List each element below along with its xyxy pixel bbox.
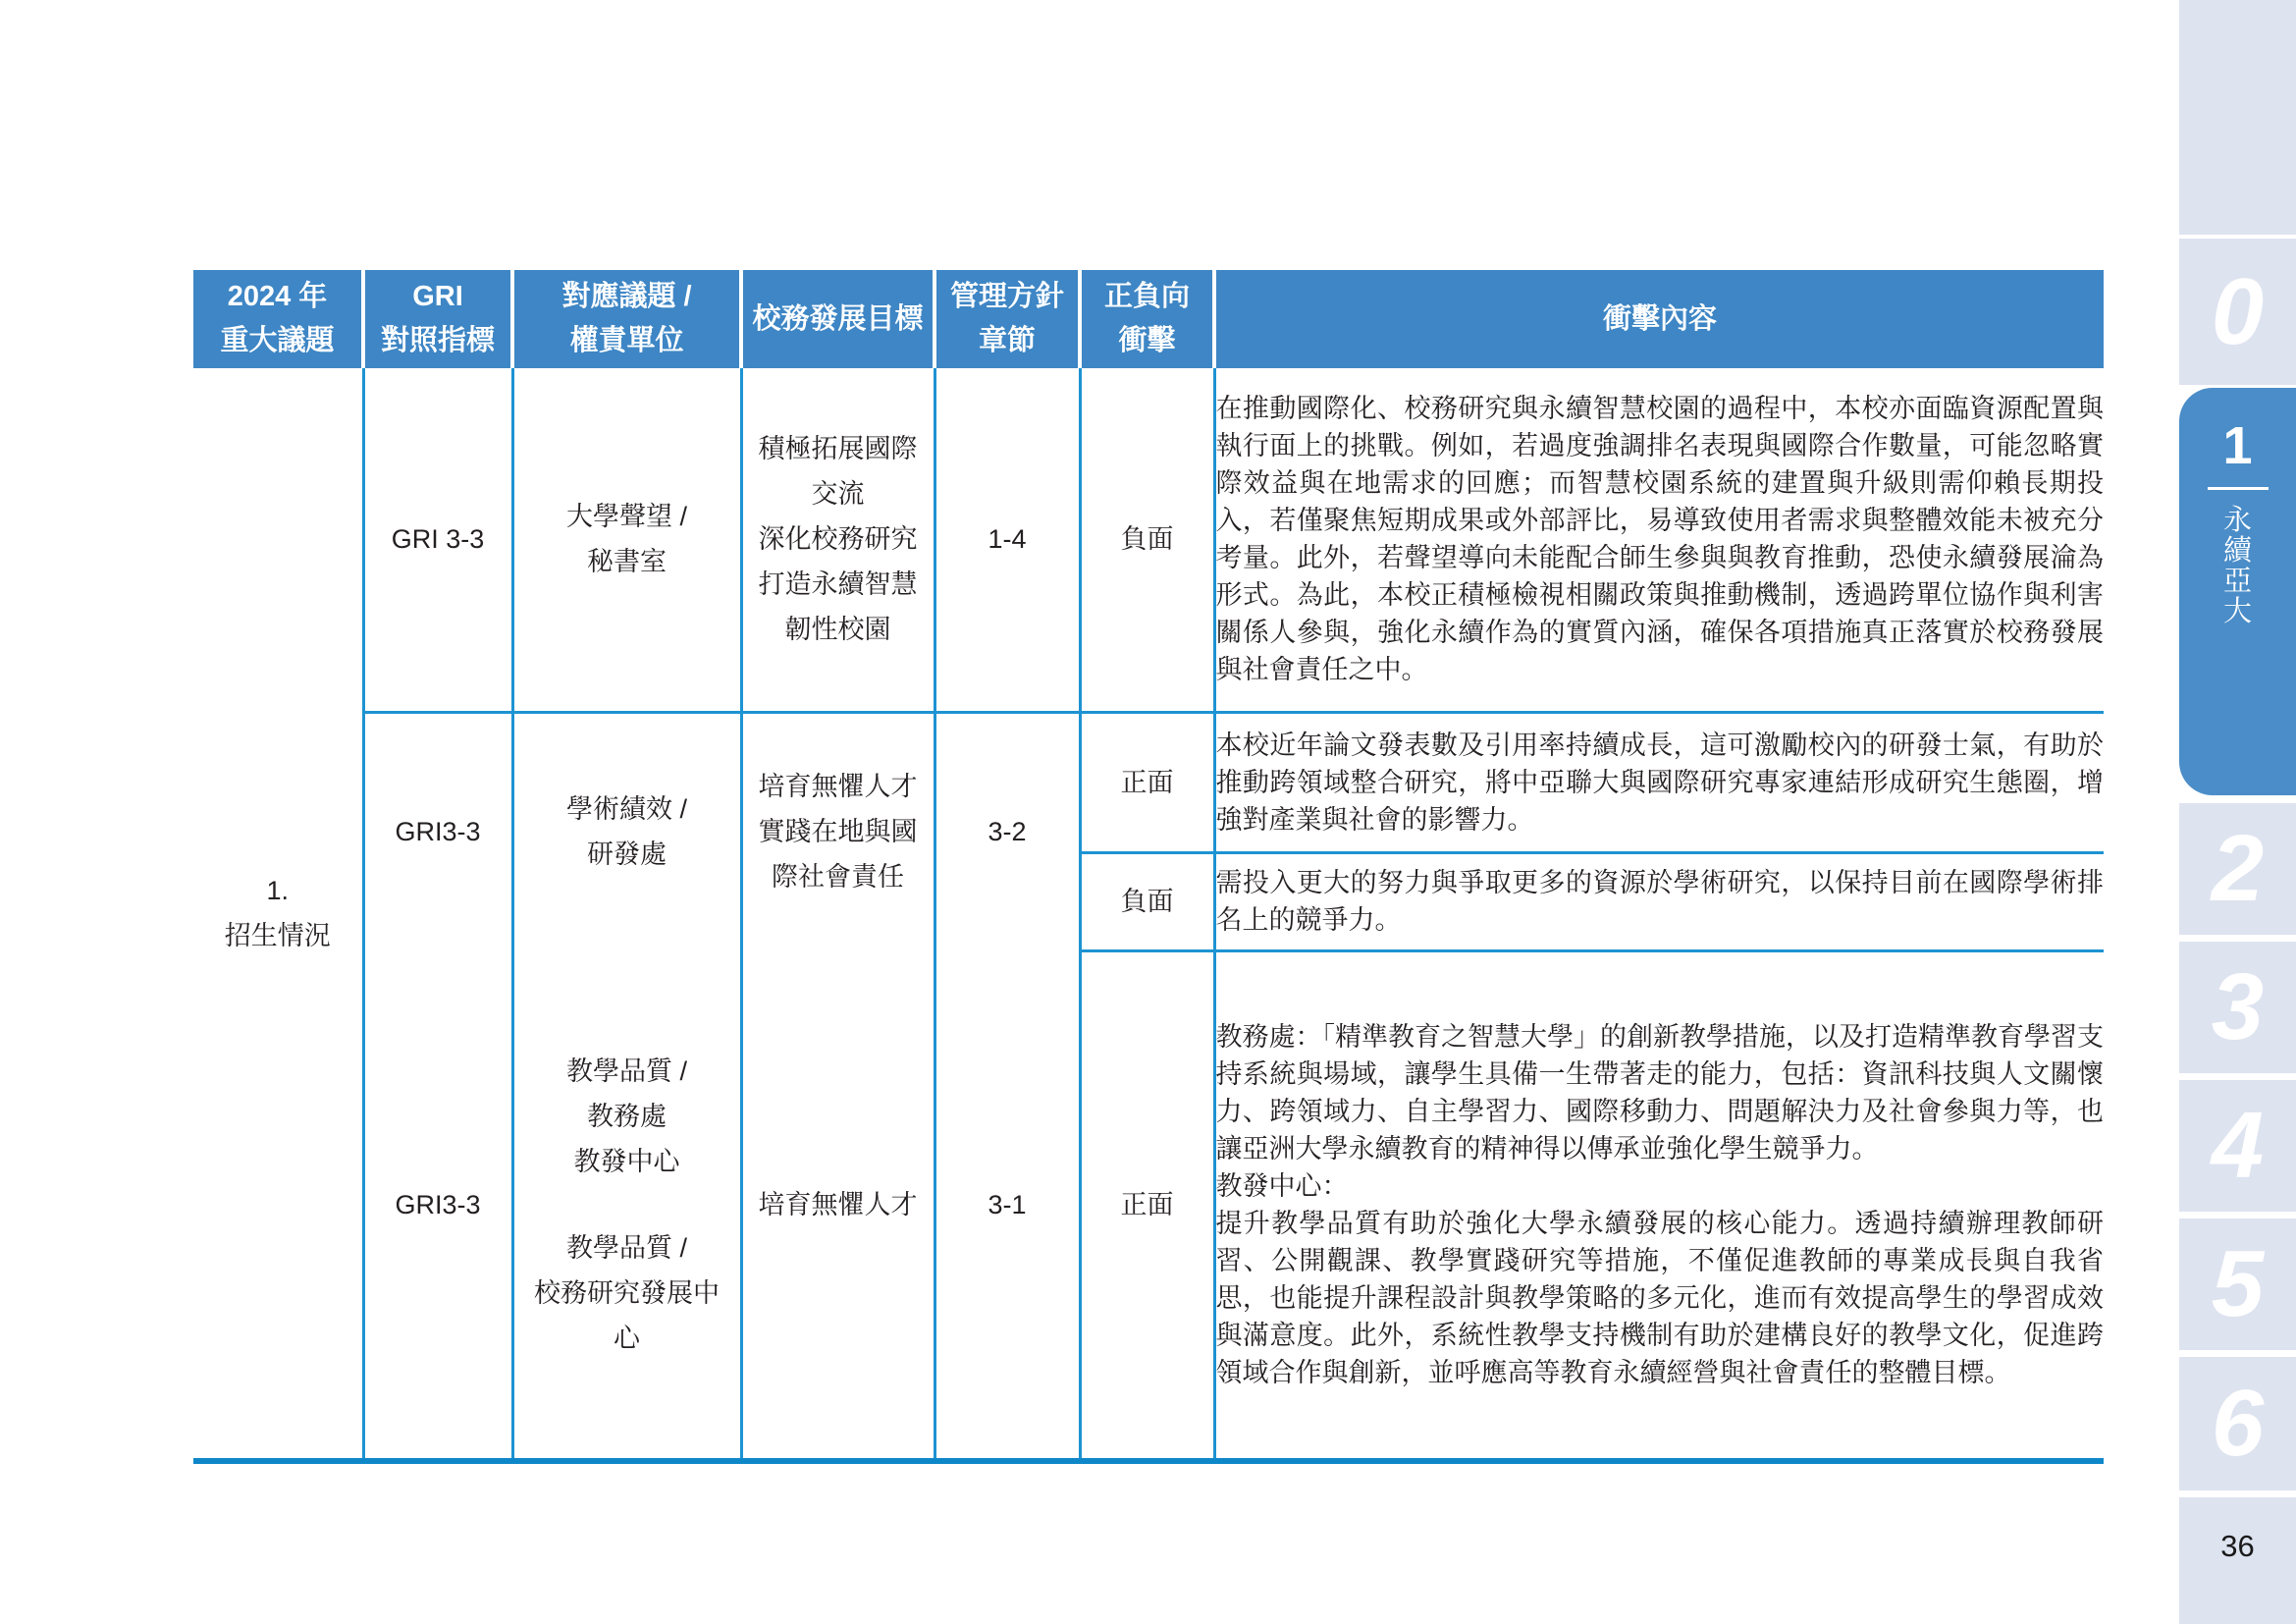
cell-goal-row1: 積極拓展國際 交流 深化校務研究 打造永續智慧 韌性校園 [741,368,934,712]
cell-goal-row2: 培育無懼人才 實踐在地與國 際社會責任 [741,712,934,950]
col-header-management-chapter: 管理方針 章節 [934,270,1080,368]
table-row-3 [193,950,2104,1461]
row-group-label: 1. 招生情況 [193,368,363,1461]
sidebar-tab-3[interactable] [2179,942,2296,1073]
chapter-number-1: 1 [2222,416,2253,475]
table-header-row [193,270,2104,368]
sidebar-tab-6[interactable] [2179,1357,2296,1490]
sidebar-tab-4[interactable] [2179,1080,2296,1212]
cell-impact-direction-row1: 負面 [1080,368,1214,712]
sidebar-footer [2179,1497,2296,1624]
cell-gri-row1: GRI 3-3 [363,368,512,712]
sidebar-tab-0[interactable] [2179,239,2296,385]
tab-underline [2208,487,2269,490]
chapter-number-6: 6 [2211,1371,2265,1476]
unit-group-spacer [514,1184,740,1225]
cell-impact-direction-row2-negative: 負面 [1080,852,1214,950]
chapter-title-vertical: 永 續 亞 大 [2222,505,2252,628]
cell-gri-row3: GRI3-3 [363,950,512,1461]
col-header-major-issues: 2024 年 重大議題 [193,270,363,368]
col-header-issue-unit: 對應議題 / 權責單位 [512,270,741,368]
page-number: 36 [2220,1529,2255,1563]
chapter-number-4: 4 [2211,1093,2265,1198]
cell-unit-row1: 大學聲望 / 秘書室 [512,368,741,712]
table-row-1 [193,368,2104,712]
cell-chapter-row3: 3-1 [934,950,1080,1461]
chapter-number-0: 0 [2211,258,2265,364]
cell-impact-content-row2-negative: 需投入更大的努力與爭取更多的資源於學術研究，以保持目前在國際學術排名上的競爭力。 [1214,852,2104,950]
sidebar-spacer [2179,0,2296,235]
cell-chapter-row1: 1-4 [934,368,1080,712]
cell-chapter-row2: 3-2 [934,712,1080,950]
cell-impact-content-row1: 在推動國際化、校務研究與永續智慧校園的過程中，本校亦面臨資源配置與執行面上的挑戰。例如，若過度強調排名表現與國際合作數量，可能忽略實際效益與在地需求的回應；而智慧校園系統的建置與升級則需仰賴長期投入，若僅聚焦短期成果或外部評比，易導致使用者需求與整體效能未被充分考量。此外，若聲望導向未能配合師生參與與教育推動，恐使永續發展淪為形式。為此，本校正積極檢視相關政策與推動機制，透過跨單位協作與利害關係人參與，強化永續作為的實質內涵，確保各項措施真正落實於校務發展與社會責任之中。 [1214,368,2104,712]
chapter-number-2: 2 [2211,816,2265,921]
sidebar-tab-5[interactable] [2179,1218,2296,1350]
cell-impact-direction-row3: 正面 [1080,950,1214,1461]
col-header-impact-direction: 正負向 衝擊 [1080,270,1214,368]
col-header-impact-content: 衝擊內容 [1214,270,2104,368]
table-row-2-positive [193,712,2104,852]
cell-unit-row2: 學術績效 / 研發處 [512,712,741,950]
chapter-number-3: 3 [2211,954,2265,1059]
sidebar-tab-1-active[interactable] [2179,388,2296,795]
chapter-number-5: 5 [2211,1231,2265,1336]
cell-impact-content-row2-positive: 本校近年論文發表數及引用率持續成長，這可激勵校內的研發士氣，有助於推動跨領域整合研究，將中亞聯大與國際研究專家連結形成研究生態圈，增強對產業與社會的影響力。 [1214,712,2104,852]
chapter-sidebar [2179,0,2296,1624]
col-header-development-goal: 校務發展目標 [741,270,934,368]
materiality-table [193,270,2104,1464]
cell-impact-direction-row2-positive: 正面 [1080,712,1214,852]
cell-unit-row3: 教學品質 / 教務處 教發中心 教學品質 / 校務研究發展中 心 [512,950,741,1461]
sidebar-tab-2[interactable] [2179,803,2296,935]
cell-gri-row2: GRI3-3 [363,712,512,950]
col-header-gri-index: GRI 對照指標 [363,270,512,368]
cell-goal-row3: 培育無懼人才 [741,950,934,1461]
cell-impact-content-row3: 教務處：「精準教育之智慧大學」的創新教學措施，以及打造精準教育學習支持系統與場域，讓學生具備一生帶著走的能力，包括：資訊科技與人文關懷力、跨領域力、自主學習力、國際移動力、問題解決力及社會參與力等，也讓亞洲大學永續教育的精神得以傳承並強化學生競爭力。 教發中心： 提升教學品質有助於強化大學永續發展的核心能力。透過持續辦理教師研習、公開觀課、教學實踐研究等措施，不僅促進教師的專業成長與自我省思，也能提升課程設計與教學策略的多元化，進而有效提高學生的學習成效與滿意度。此外，系統性教學支持機制有助於建構良好的教學文化，促進跨領域合作與創新，並呼應高等教育永續經營與社會責任的整體目標。 [1214,950,2104,1461]
